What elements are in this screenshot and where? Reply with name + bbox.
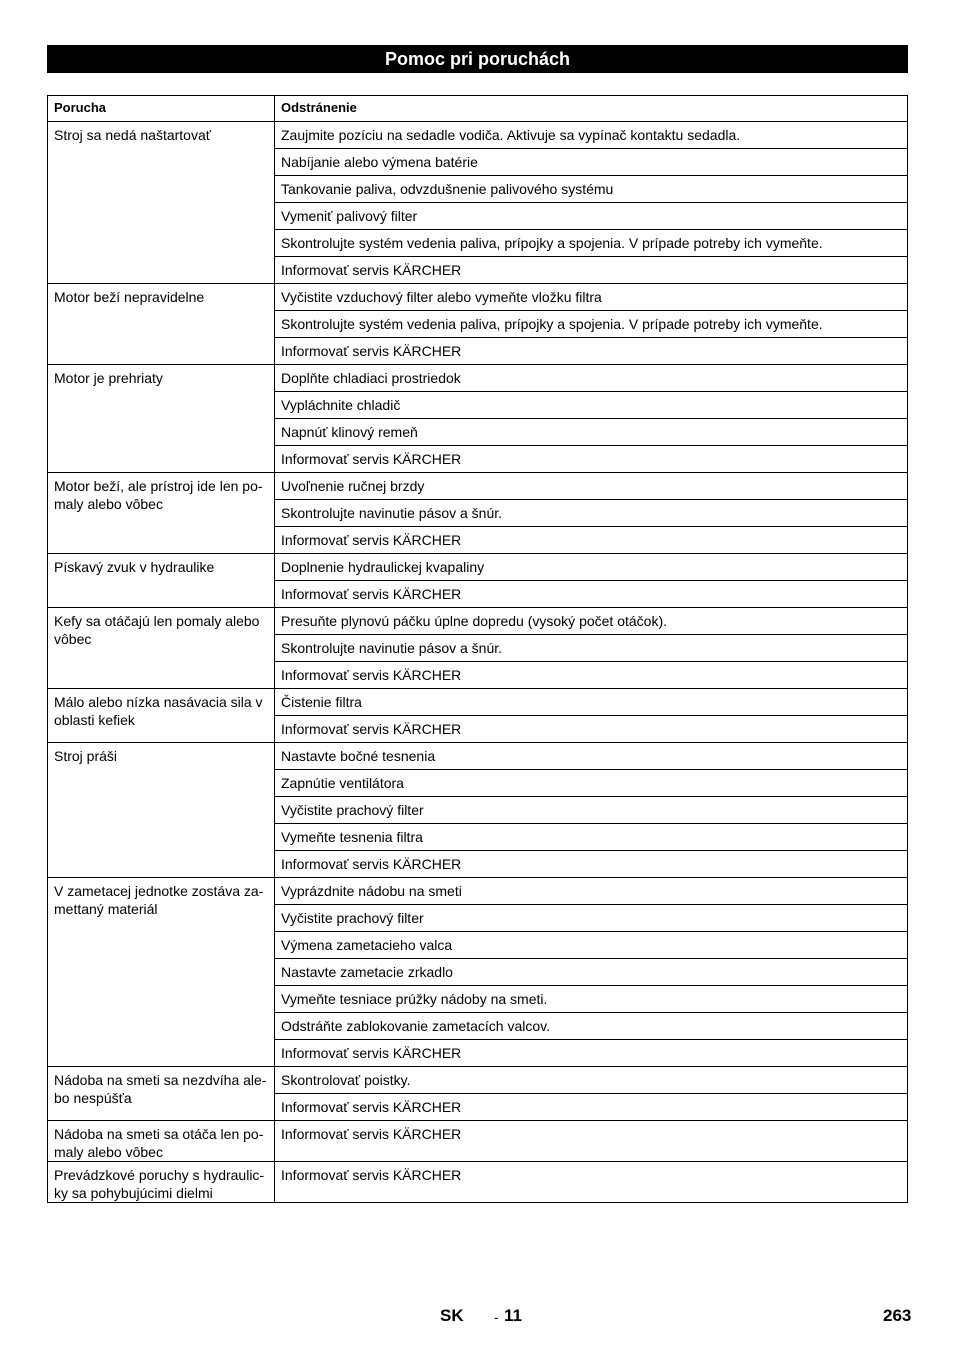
fault-cell: Motor beží nepravidelne xyxy=(48,284,275,365)
remedy-cell: Uvoľnenie ručnej brzdy xyxy=(275,473,908,500)
table-row xyxy=(48,365,908,392)
remedy-cell: Skontrolujte systém vedenia paliva, prípojky a spojenia. V prípade potreby ich vymeňte. xyxy=(275,311,908,338)
fault-cell: Kefy sa otáčajú len pomaly alebo vôbec xyxy=(48,608,275,689)
table-row xyxy=(48,554,908,581)
fault-cell: V zametacej jednotke zostáva za-mettaný materiál xyxy=(48,878,275,1067)
remedy-cell: Tankovanie paliva, odvzdušnenie palivového systému xyxy=(275,176,908,203)
remedy-cell: Informovať servis KÄRCHER xyxy=(275,338,908,365)
remedy-cell: Vyprázdnite nádobu na smeti xyxy=(275,878,908,905)
remedy-cell: Odstráňte zablokovanie zametacích valcov. xyxy=(275,1013,908,1040)
fault-cell: Prevádzkové poruchy s hydraulic-ky sa pohybujúcimi dielmi xyxy=(48,1162,275,1203)
remedy-cell: Informovať servis KÄRCHER xyxy=(275,1121,908,1162)
fault-cell: Stroj práši xyxy=(48,743,275,878)
table-body xyxy=(48,122,908,1203)
remedy-cell: Informovať servis KÄRCHER xyxy=(275,1040,908,1067)
remedy-cell: Vyčistite prachový filter xyxy=(275,797,908,824)
remedy-cell: Skontrolovať poistky. xyxy=(275,1067,908,1094)
fault-cell: Nádoba na smeti sa nezdvíha ale-bo nespúšťa xyxy=(48,1067,275,1121)
remedy-cell: Zapnútie ventilátora xyxy=(275,770,908,797)
fault-cell: Nádoba na smeti sa otáča len po-maly alebo vôbec xyxy=(48,1121,275,1162)
remedy-cell: Vyčistite prachový filter xyxy=(275,905,908,932)
remedy-cell: Informovať servis KÄRCHER xyxy=(275,527,908,554)
fault-cell: Motor beží, ale prístroj ide len po-maly alebo vôbec xyxy=(48,473,275,554)
fault-cell: Málo alebo nízka nasávacia sila v oblasti kefiek xyxy=(48,689,275,743)
fault-cell: Pískavý zvuk v hydraulike xyxy=(48,554,275,608)
remedy-cell: Zaujmite pozíciu na sedadle vodiča. Aktivuje sa vypínač kontaktu sedadla. xyxy=(275,122,908,149)
table-row xyxy=(48,473,908,500)
table-row xyxy=(48,878,908,905)
table-row xyxy=(48,1067,908,1094)
remedy-cell: Napnúť klinový remeň xyxy=(275,419,908,446)
remedy-cell: Informovať servis KÄRCHER xyxy=(275,716,908,743)
table-row xyxy=(48,1121,908,1162)
remedy-cell: Vymeňte tesniace prúžky nádoby na smeti. xyxy=(275,986,908,1013)
header-remedy: Odstránenie xyxy=(275,96,908,122)
remedy-cell: Doplňte chladiaci prostriedok xyxy=(275,365,908,392)
footer-section-page: 11 xyxy=(504,1306,522,1325)
remedy-cell: Informovať servis KÄRCHER xyxy=(275,257,908,284)
troubleshooting-table xyxy=(47,95,908,1203)
remedy-cell: Informovať servis KÄRCHER xyxy=(275,581,908,608)
footer-dash: - xyxy=(494,1309,499,1325)
remedy-cell: Vymeňte tesnenia filtra xyxy=(275,824,908,851)
remedy-cell: Informovať servis KÄRCHER xyxy=(275,662,908,689)
fault-cell: Motor je prehriaty xyxy=(48,365,275,473)
page-title: Pomoc pri poruchách xyxy=(47,45,908,73)
table-row xyxy=(48,284,908,311)
fault-cell: Stroj sa nedá naštartovať xyxy=(48,122,275,284)
footer-page-number: 263 xyxy=(883,1306,912,1325)
remedy-cell: Nabíjanie alebo výmena batérie xyxy=(275,149,908,176)
remedy-cell: Informovať servis KÄRCHER xyxy=(275,851,908,878)
table-row xyxy=(48,122,908,149)
remedy-cell: Skontrolujte navinutie pásov a šnúr. xyxy=(275,500,908,527)
table-row xyxy=(48,689,908,716)
remedy-cell: Skontrolujte navinutie pásov a šnúr. xyxy=(275,635,908,662)
remedy-cell: Nastavte zametacie zrkadlo xyxy=(275,959,908,986)
remedy-cell: Doplnenie hydraulickej kvapaliny xyxy=(275,554,908,581)
table-row xyxy=(48,743,908,770)
remedy-cell: Výmena zametacieho valca xyxy=(275,932,908,959)
remedy-cell: Presuňte plynovú páčku úplne dopredu (vysoký počet otáčok). xyxy=(275,608,908,635)
table-row xyxy=(48,608,908,635)
remedy-cell: Čistenie filtra xyxy=(275,689,908,716)
remedy-cell: Vypláchnite chladič xyxy=(275,392,908,419)
table-header-row xyxy=(48,96,908,122)
remedy-cell: Nastavte bočné tesnenia xyxy=(275,743,908,770)
header-fault: Porucha xyxy=(48,96,275,122)
remedy-cell: Informovať servis KÄRCHER xyxy=(275,1094,908,1121)
remedy-cell: Informovať servis KÄRCHER xyxy=(275,446,908,473)
footer-language: SK xyxy=(440,1306,464,1325)
remedy-cell: Vymeniť palivový filter xyxy=(275,203,908,230)
remedy-cell: Vyčistite vzduchový filter alebo vymeňte vložku filtra xyxy=(275,284,908,311)
remedy-cell: Informovať servis KÄRCHER xyxy=(275,1162,908,1203)
remedy-cell: Skontrolujte systém vedenia paliva, prípojky a spojenia. V prípade potreby ich vymeňte. xyxy=(275,230,908,257)
table-row xyxy=(48,1162,908,1203)
